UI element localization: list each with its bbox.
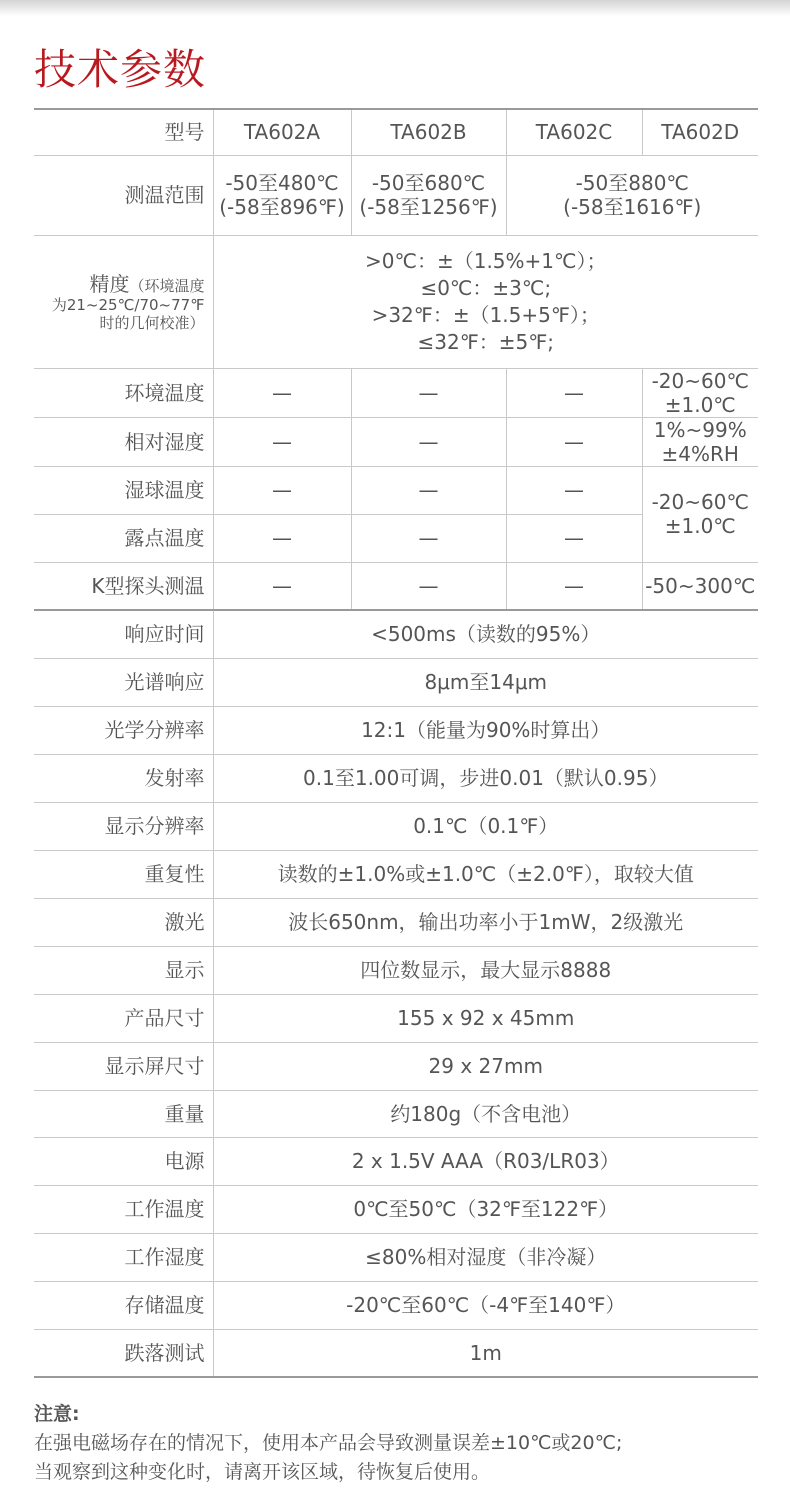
spec-label: 电源 [34, 1137, 213, 1185]
spec-value: 12:1（能量为90%时算出） [213, 706, 758, 754]
dash-cell: — [351, 368, 506, 417]
accuracy-label: 精度（环境温度 为21~25℃/70~77℉ 时的几何校准） [34, 235, 213, 368]
model-c: TA602C [506, 109, 642, 155]
spec-row [34, 1329, 758, 1377]
dash-cell: — [213, 368, 351, 417]
header-row [34, 109, 758, 155]
dash-cell: — [351, 562, 506, 610]
note-line-1: 在强电磁场存在的情况下，使用本产品会导致测量误差±10℃或20℃; [34, 1432, 623, 1454]
spec-value: 0℃至50℃（32℉至122℉） [213, 1185, 758, 1233]
spec-row [34, 706, 758, 754]
spec-label: 工作湿度 [34, 1233, 213, 1281]
top-shadow [0, 0, 790, 16]
spec-table [34, 108, 758, 1378]
ambient-temp-label: 环境温度 [34, 368, 213, 417]
humidity-label: 相对湿度 [34, 417, 213, 466]
model-d: TA602D [642, 109, 758, 155]
accuracy-row [34, 235, 758, 368]
dash-cell: — [351, 514, 506, 562]
temp-range-cd: -50至880℃ (-58至1616℉) [506, 155, 758, 235]
ambient-temp-d: -20~60℃ ±1.0℃ [642, 368, 758, 417]
spec-value: 2 x 1.5V AAA（R03/LR03） [213, 1137, 758, 1185]
dash-cell: — [213, 417, 351, 466]
spec-label: 响应时间 [34, 610, 213, 658]
spec-label: 显示分辨率 [34, 802, 213, 850]
spec-label: 光谱响应 [34, 658, 213, 706]
spec-row [34, 1185, 758, 1233]
k-probe-d: -50~300℃ [642, 562, 758, 610]
dash-cell: — [213, 562, 351, 610]
spec-row [34, 1042, 758, 1090]
dash-cell: — [351, 466, 506, 514]
wet-bulb-label: 湿球温度 [34, 466, 213, 514]
temp-range-b: -50至680℃ (-58至1256℉) [351, 155, 506, 235]
dash-cell: — [506, 514, 642, 562]
humidity-row [34, 417, 758, 466]
spec-row [34, 1233, 758, 1281]
spec-value: 8μm至14μm [213, 658, 758, 706]
temp-range-row [34, 155, 758, 235]
dash-cell: — [506, 562, 642, 610]
dash-cell: — [506, 368, 642, 417]
spec-label: 重量 [34, 1090, 213, 1137]
spec-label: 发射率 [34, 754, 213, 802]
k-probe-row [34, 562, 758, 610]
spec-value: 0.1℃（0.1℉） [213, 802, 758, 850]
wet-bulb-row [34, 466, 758, 514]
spec-label: 产品尺寸 [34, 994, 213, 1042]
humidity-d: 1%~99% ±4%RH [642, 417, 758, 466]
spec-row [34, 802, 758, 850]
spec-value: 1m [213, 1329, 758, 1377]
spec-row [34, 946, 758, 994]
spec-label: 显示 [34, 946, 213, 994]
spec-row [34, 754, 758, 802]
dew-point-label: 露点温度 [34, 514, 213, 562]
spec-value: 0.1至1.00可调，步进0.01（默认0.95） [213, 754, 758, 802]
k-probe-label: K型探头测温 [34, 562, 213, 610]
accuracy-value: >0℃：±（1.5%+1℃）； ≤0℃：±3℃; >32℉：±（1.5+5℉）； ≤32℉：±5℉; [213, 235, 758, 368]
spec-row [34, 898, 758, 946]
spec-value: 读数的±1.0%或±1.0℃（±2.0℉），取较大值 [213, 850, 758, 898]
spec-row [34, 1090, 758, 1137]
spec-value: <500ms（读数的95%） [213, 610, 758, 658]
spec-row [34, 1137, 758, 1185]
spec-value: 波长650nm，输出功率小于1mW，2级激光 [213, 898, 758, 946]
spec-row [34, 610, 758, 658]
spec-label: 显示屏尺寸 [34, 1042, 213, 1090]
temp-range-a: -50至480℃ (-58至896℉) [213, 155, 351, 235]
dash-cell: — [506, 466, 642, 514]
spec-label: 存储温度 [34, 1281, 213, 1329]
dash-cell: — [213, 466, 351, 514]
spec-label: 工作温度 [34, 1185, 213, 1233]
spec-label: 重复性 [34, 850, 213, 898]
note-line-2: 当观察到这种变化时，请离开该区域，待恢复后使用。 [34, 1461, 491, 1483]
note-title: 注意: [34, 1403, 80, 1425]
dash-cell: — [351, 417, 506, 466]
spec-value: 29 x 27mm [213, 1042, 758, 1090]
wet-dew-d: -20~60℃ ±1.0℃ [642, 466, 758, 562]
spec-value: 四位数显示，最大显示8888 [213, 946, 758, 994]
spec-value: 约180g（不含电池） [213, 1090, 758, 1137]
spec-value: 155 x 92 x 45mm [213, 994, 758, 1042]
spec-row [34, 994, 758, 1042]
spec-row [34, 658, 758, 706]
model-b: TA602B [351, 109, 506, 155]
temp-range-label: 测温范围 [34, 155, 213, 235]
spec-row [34, 1281, 758, 1329]
ambient-temp-row [34, 368, 758, 417]
model-a: TA602A [213, 109, 351, 155]
spec-value: ≤80%相对湿度（非冷凝） [213, 1233, 758, 1281]
spec-label: 激光 [34, 898, 213, 946]
dash-cell: — [506, 417, 642, 466]
spec-row [34, 850, 758, 898]
spec-label: 跌落测试 [34, 1329, 213, 1377]
spec-value: -20℃至60℃（-4℉至140℉） [213, 1281, 758, 1329]
model-label: 型号 [34, 109, 213, 155]
page-title: 技术参数 [34, 45, 207, 94]
dash-cell: — [213, 514, 351, 562]
spec-label: 光学分辨率 [34, 706, 213, 754]
